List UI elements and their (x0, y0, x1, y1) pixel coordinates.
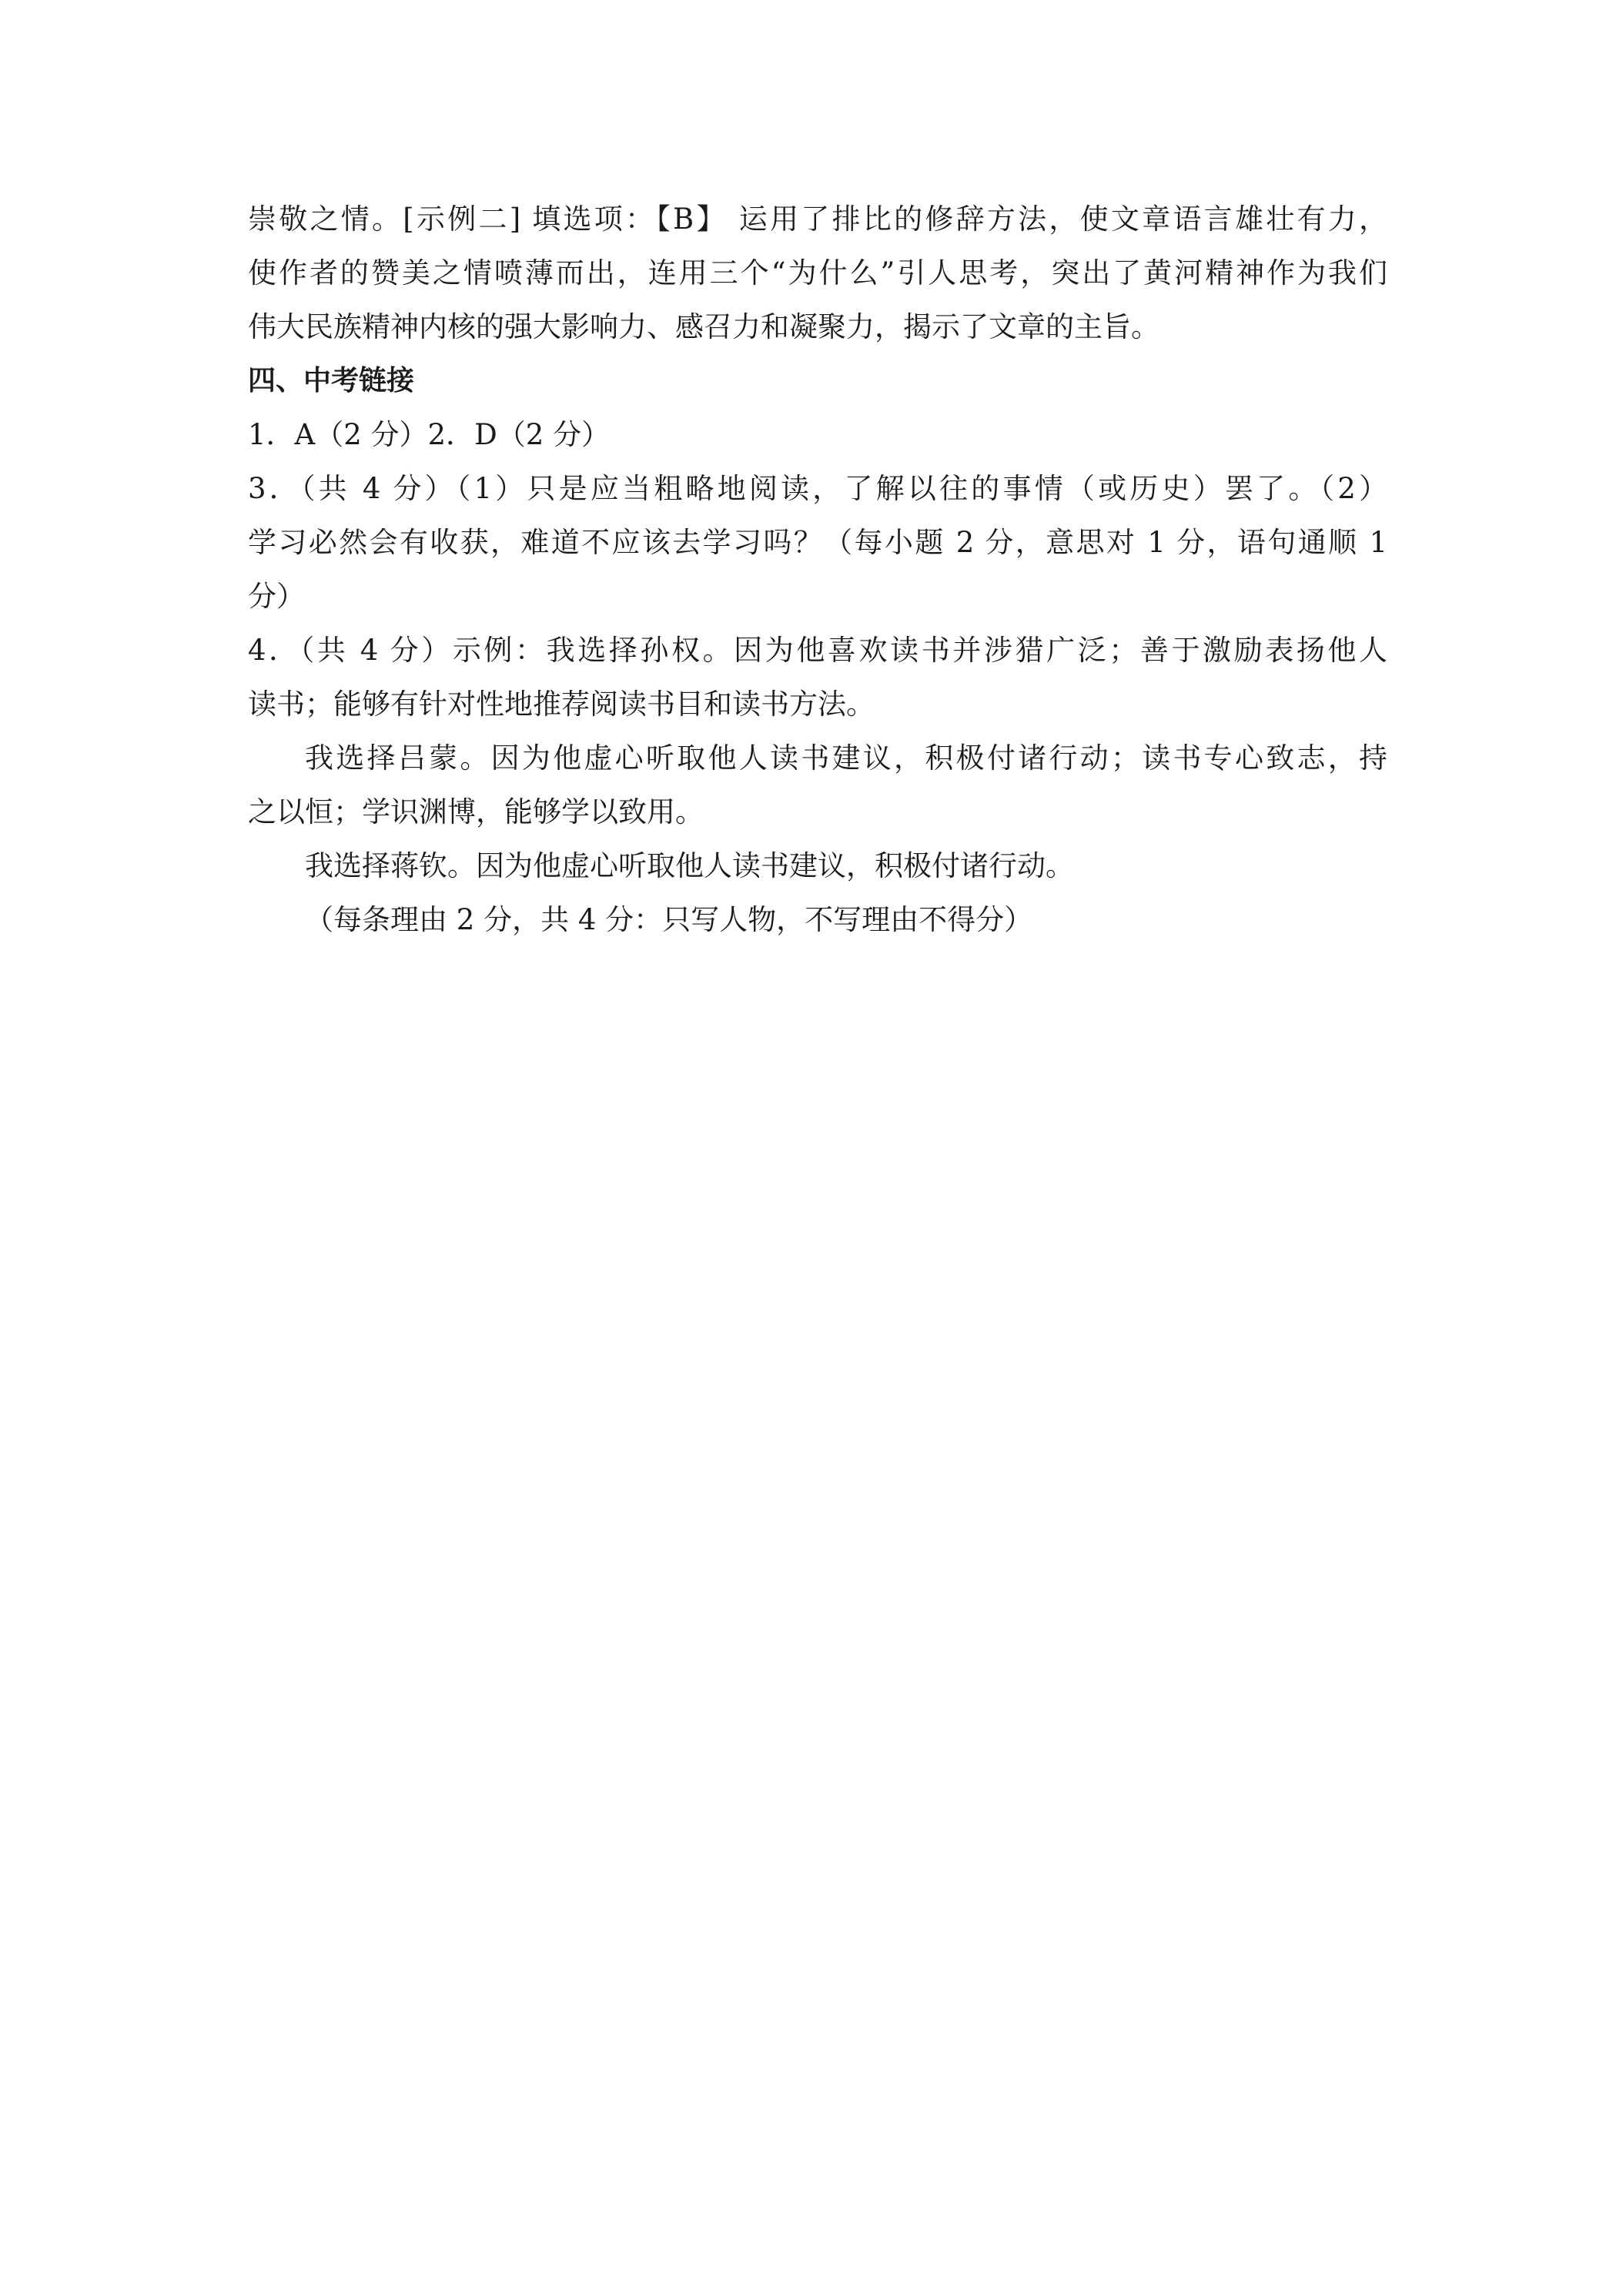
continuation-line-2: 使作者的赞美之情喷薄而出，连用三个“为什么”引人思考，突出了黄河精神作为我们 (248, 256, 1387, 290)
answer-q1-q2: 1．A（2 分）2．D（2 分） (248, 418, 611, 451)
answer-q3-line-2: 学习必然会有收获，难道不应该去学习吗？（每小题 2 分，意思对 1 分，语句通顺 1 (248, 526, 1387, 559)
answer-q4-lvmeng-line-2: 之以恒；学识渊博，能够学以致用。 (248, 795, 704, 828)
answer-q4-jiangqin: 我选择蒋钦。因为他虚心听取他人读书建议，积极付诸行动。 (305, 849, 1074, 882)
answer-q4-line-2: 读书；能够有针对性地推荐阅读书目和读书方法。 (248, 688, 875, 721)
continuation-line-1: 崇敬之情。[示例二] 填选项：【B】 运用了排比的修辞方法，使文章语言雄壮有力， (248, 202, 1387, 236)
section-heading: 四、中考链接 (248, 365, 415, 397)
answer-q4-scoring-note: （每条理由 2 分，共 4 分：只写人物，不写理由不得分） (305, 903, 1033, 936)
answer-q4-line-1: 4．（共 4 分）示例：我选择孙权。因为他喜欢读书并涉猎广泛；善于激励表扬他人 (248, 634, 1387, 667)
answer-page (248, 192, 1387, 947)
answer-q3-line-3: 分） (248, 580, 305, 613)
answer-q4-lvmeng-line-1: 我选择吕蒙。因为他虚心听取他人读书建议，积极付诸行动；读书专心致志，持 (305, 741, 1387, 775)
continuation-line-3: 伟大民族精神内核的强大影响力、感召力和凝聚力，揭示了文章的主旨。 (248, 310, 1160, 343)
answer-q3-line-1: 3．（共 4 分）（1）只是应当粗略地阅读，了解以往的事情（或历史）罢了。（2） (248, 472, 1387, 505)
